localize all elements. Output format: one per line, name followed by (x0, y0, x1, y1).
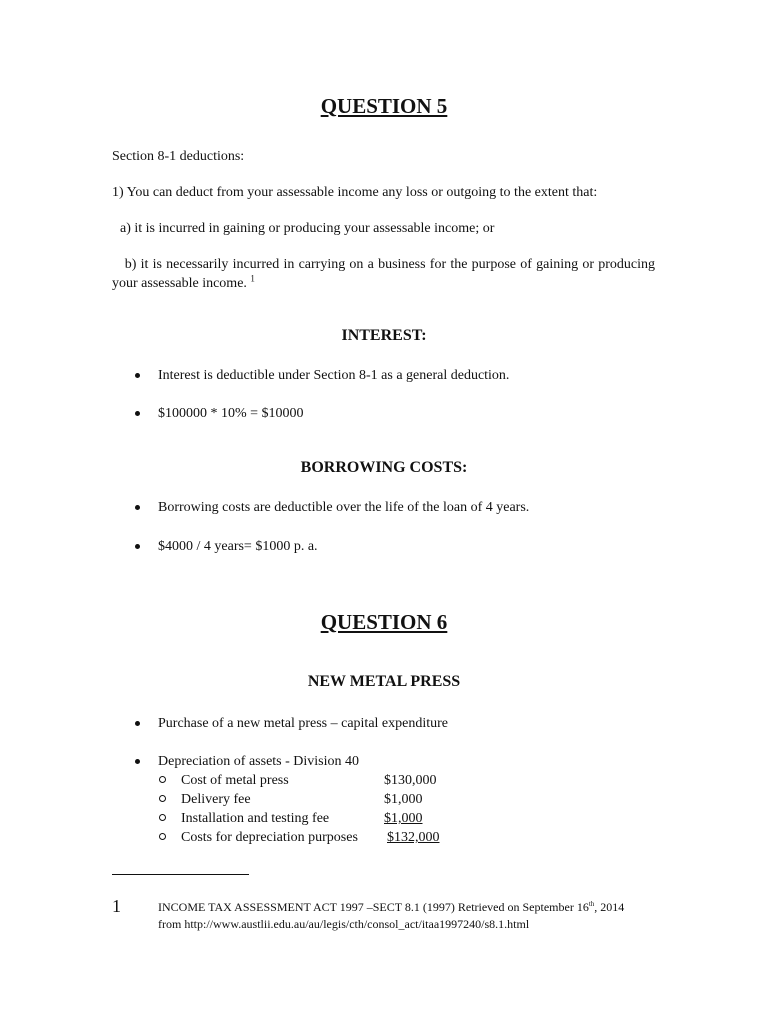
interest-heading: INTEREST: (341, 327, 427, 344)
bullet-icon (135, 373, 140, 378)
circle-bullet-icon (159, 795, 166, 802)
circle-bullet-icon (159, 814, 166, 821)
paragraph-b-text: b) it is necessarily incurred in carrying on a business for the purpose of gaining or producing your assessable income. (112, 257, 655, 291)
paragraph-1: 1) You can deduct from your assessable income any loss or outgoing to the extent that: (112, 185, 598, 200)
section-intro: Section 8-1 deductions: (112, 149, 245, 164)
bullet-icon (135, 544, 140, 549)
cost-item-amount: $1,000 (384, 811, 423, 826)
cost-item-label: Costs for depreciation purposes (181, 830, 358, 845)
circle-bullet-icon (159, 833, 166, 840)
paragraph-b (112, 255, 655, 293)
borrowing-costs-heading: BORROWING COSTS: (300, 459, 468, 476)
list-item-text: Borrowing costs are deductible over the life of the loan of 4 years. (158, 500, 530, 515)
footnote-line-1 (158, 899, 658, 916)
footnote-separator (112, 874, 249, 875)
list-item-text: $100000 * 10% = $10000 (158, 406, 304, 421)
question-5-title: QUESTION 5 (320, 94, 448, 118)
question-6-title: QUESTION 6 (320, 610, 448, 634)
cost-item-total-amount: $132,000 (387, 830, 440, 845)
footnote-reference: 1 (250, 273, 255, 284)
footnote-superscript: th (588, 900, 595, 908)
bullet-icon (135, 759, 140, 764)
list-item-text: Depreciation of assets - Division 40 (158, 754, 360, 769)
cost-item-label: Cost of metal press (181, 773, 289, 788)
bullet-icon (135, 721, 140, 726)
cost-item-amount: $130,000 (384, 773, 437, 788)
list-item-text: Purchase of a new metal press – capital expenditure (158, 716, 449, 731)
cost-item-label: Delivery fee (181, 792, 251, 807)
list-item-text: $4000 / 4 years= $1000 p. a. (158, 539, 318, 554)
bullet-icon (135, 411, 140, 416)
footnote-year: , 2014 (594, 900, 625, 914)
circle-bullet-icon (159, 776, 166, 783)
cost-item-label: Installation and testing fee (181, 811, 330, 826)
footnote-line-2: from http://www.austlii.edu.au/au/legis/cth/consol_act/itaa1997240/s8.1.html (158, 917, 530, 931)
footnote-number: 1 (112, 896, 121, 916)
bullet-icon (135, 505, 140, 510)
list-item-text: Interest is deductible under Section 8-1 as a general deduction. (158, 368, 510, 383)
cost-item-amount: $1,000 (384, 792, 423, 807)
paragraph-a: a) it is incurred in gaining or producing your assessable income; or (120, 221, 495, 236)
footnote-citation: INCOME TAX ASSESSMENT ACT 1997 –SECT 8.1 (1997) Retrieved on September 16 (158, 900, 589, 914)
footnote-text (158, 899, 658, 933)
new-metal-press-heading: NEW METAL PRESS (307, 673, 461, 690)
